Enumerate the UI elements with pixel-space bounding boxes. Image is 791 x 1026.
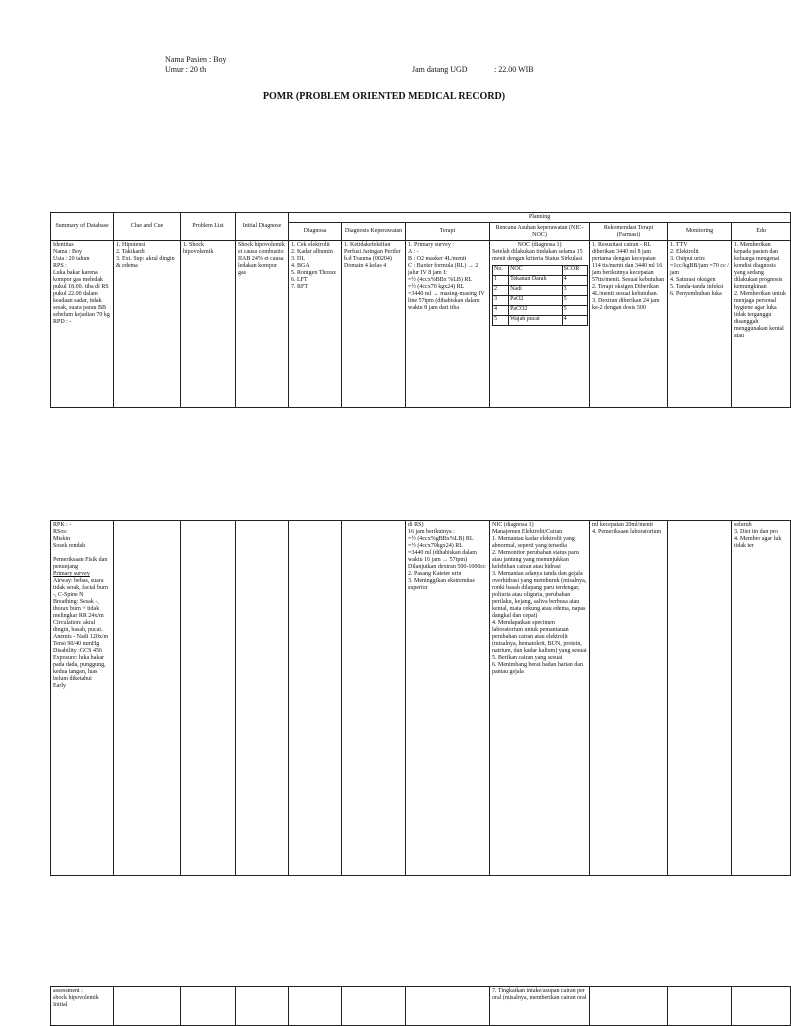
header-edukasi: Edu xyxy=(732,223,791,241)
cell-nic: NIC (diagnosa 1) Manajemen Elektrolit/Cairan 1. Memantau kadar elektrolit yang abnormal, seperti yang tersedia 2. Memonitor perubahan status paru atau jantung yang menunjukkan kelebihan cairan atau hidrasi 3. Memantau adanya tanda dan gejala overhidrasi yang memburuk (misalnya, ronki basah dilapang paru terdengar, poliuria atau oliguria, perubahan perilaku, kejang, saliva berbusa atau kental, mata cekung atau edema, napas dangkal dan cepat) 4. Mendapatkan specimen laboratorium untuk pemantauan perubahan cairan atau elektrolit (misalnya, hematokrit, BUN, protein, natrium, dan kadar kalium) yang sesuai 5. Berikan cairan yang sesuai 6. Menimbang berat badan harian dan pantau gejala xyxy=(490,521,590,876)
header-problem: Problem List xyxy=(181,213,236,241)
header-nic-noc: Rencana Asuhan keperawatan (NIC-NOC) xyxy=(490,223,590,241)
cell-clue: 1. Hipotensi 2. Takikardi 3. Ext. Sup: akral dingin & edema xyxy=(114,241,181,408)
cell-terapi xyxy=(406,987,490,1026)
header-monitoring: Monitoring xyxy=(668,223,732,241)
summary-exam: Airway: bebas, suara tidak serak, facial burn -, C-Spine N Breathing: Sesak -, thorax burn + tidak melingkar RR 24x/m Circulation: akral dingin, basah, pucat. Anemis - Nadi 120x/m Tensi 90/40 mmHg Disability :GCS 456 Exposure: luka bakar pada dada, punggung, kedua tangan, luas belum diketahui Early xyxy=(53,578,109,689)
cell-edukasi: 1. Memberikan kepada pasien dan keluarga mengenai kondisi diagnosis yang sedang dilakukan prognosis kemungkinan 2. Memberikan untuk menjaga personal hygiene agar luka tidak terganggu disanggah menggunakan kental atau xyxy=(732,241,791,408)
cell-noc xyxy=(490,241,590,408)
noc-row-criteria: Tekanan Darah xyxy=(509,276,563,286)
cell-summary: assessment : shock hipovolemik Initial xyxy=(51,987,114,1026)
page-title: POMR (PROBLEM ORIENTED MEDICAL RECORD) xyxy=(262,91,506,102)
cell-keperawatan xyxy=(342,521,406,876)
header-keperawatan: Diagnosis Keperawatan xyxy=(342,223,406,241)
cell-monitoring xyxy=(668,521,732,876)
cell-clue xyxy=(114,987,181,1026)
cell-diagnosa xyxy=(289,521,342,876)
noc-row-score: 4 xyxy=(562,316,587,326)
noc-row-criteria: PaO2 xyxy=(509,296,563,306)
noc-row-score: 5 xyxy=(562,296,587,306)
noc-row-no: 3 xyxy=(493,296,509,306)
noc-head-score: SCOR xyxy=(562,266,587,276)
cell-problem xyxy=(181,987,236,1026)
cell-monitoring: 1. TTV 2. Elektrolit 3. Output urin: =1cc/kgBB/jam =70 cc / jam 4. Saturasi oksigen 5. Tanda-tanda infeksi 6. Penyembuhan luka xyxy=(668,241,732,408)
noc-row-no: 4 xyxy=(493,306,509,316)
cell-clue xyxy=(114,521,181,876)
noc-row-score: 4 xyxy=(562,276,587,286)
noc-table xyxy=(492,265,588,326)
cell-terapi: 1. Primary survey : A : - B : O2 masker 4L/menit C : Baxter formula (RL) → 2 jalur IV 8 jam I: =½ (4ccx%BBx %LB) RL =½ (4ccx70 kgx24) RL =3440 ml → masing-masing IV line 57tpm (dihabiskan dalam waktu 8 jam dari tiba xyxy=(406,241,490,408)
cell-problem xyxy=(181,521,236,876)
noc-row-criteria: Wajah pucat xyxy=(509,316,563,326)
noc-head-noc: NOC xyxy=(509,266,563,276)
header-diagnosa: Diagnosa xyxy=(289,223,342,241)
arrival-time: : 22.00 WIB xyxy=(494,65,534,74)
cell-farmasi: ml kecepatan 20ml/menit 4. Pemeriksaan laboratorium xyxy=(590,521,668,876)
cell-diagnosa: 1. Cek elektrolit 2. Kadar albumin 3. DL 4. BGA 5. Rontgen Thorax 6. LFT 7. RFT xyxy=(289,241,342,408)
pomr-table-section-1 xyxy=(50,212,791,408)
primary-survey-label: Primary survey xyxy=(53,571,90,577)
patient-name: Nama Pasien : Boy xyxy=(165,55,227,64)
cell-farmasi: 1. Resusitasi cairan - RL diberikan 3440 ml 8 jam pertama dengan kecepatan 114 tts/menit dan 3440 ml 16 jam berikutnya kecepatan 57tts/menit. Sesuai kebutuhan 2. Terapi oksigen Diberikan 4L/menit sesuai kebutuhan. 3. Dextran diberikan 24 jam ke-2 dengan dosis 500 xyxy=(590,241,668,408)
header-planning: Planning xyxy=(289,213,791,223)
noc-row-criteria: Nadi xyxy=(509,286,563,296)
header-terapi: Terapi xyxy=(406,223,490,241)
summary-text: RPK : - RSos: Miskin Sosek rendah Pemeriksaan Fisik dan penunjang xyxy=(53,522,108,570)
noc-row-criteria: PaCO2 xyxy=(509,306,563,316)
arrival-label: Jam datang UGD xyxy=(412,65,468,74)
cell-nic: 7. Tingkatkan intake/asupan cairan per oral (misalnya, memberikan cairan oral xyxy=(490,987,590,1026)
noc-intro: Setelah dilakukan tindakan selama 15 menit dengan kriteria Status Sirkulasi xyxy=(492,249,583,262)
cell-monitoring xyxy=(668,987,732,1026)
header-clue: Clue and Cue xyxy=(114,213,181,241)
cell-edukasi xyxy=(732,987,791,1026)
cell-terapi: di RS) 16 jam berikutnya : =½ (4ccx%gBBx%LB) RL =½ (4ccx70kgx24) RL =3440 ml (dihabiskan dalam waktu 16 jam → 57tpm) Dilanjutkan dextran 500-1000cc 2. Pasang Kateter urin 3. Meninggikan ekstremitas superior xyxy=(406,521,490,876)
header-farmasi: Rekomendasi Terapi (Farmasi) xyxy=(590,223,668,241)
cell-diagnosa xyxy=(289,987,342,1026)
header-summary: Summary of Database xyxy=(51,213,114,241)
pomr-table-section-2 xyxy=(50,520,791,876)
noc-title: NOC (diagnosa 1) xyxy=(517,242,562,248)
cell-edukasi: seluruh 3. Diet tin dan pro 4. Member agar luk tidak ter xyxy=(732,521,791,876)
cell-farmasi xyxy=(590,987,668,1026)
patient-age: Umur : 20 th xyxy=(165,65,207,74)
pomr-table-section-3 xyxy=(50,986,791,1026)
cell-problem: 1. Shock hipovolemik xyxy=(181,241,236,408)
noc-head-no: No. xyxy=(493,266,509,276)
cell-keperawatan xyxy=(342,987,406,1026)
noc-row-no: 1 xyxy=(493,276,509,286)
cell-summary xyxy=(51,521,114,876)
noc-row-no: 5 xyxy=(493,316,509,326)
noc-row-score: 3 xyxy=(562,286,587,296)
cell-initial-diagnose: Shock hipovolemik et causa combustio IIAB 24% et causa ledakan kompor gas xyxy=(236,241,289,408)
cell-summary: Identitas Nama : Boy Usia : 20 tahun RPS : Luka bakar karena kompor gas meledak pukul 18.00. tiba di RS pukul 22.00 dalam keadaan sadar, tidak sesak, suara parau BB sebelum kejadian 70 kg RPD : - xyxy=(51,241,114,408)
noc-row-score: 5 xyxy=(562,306,587,316)
header-initial-diagnose: Initial Diagnose xyxy=(236,213,289,241)
cell-keperawatan: 1. Ketidakefektifan Perfusi Jaringan Perifer b.d Trauma (00204) Domain 4 kelas 4 xyxy=(342,241,406,408)
cell-initial-diagnose xyxy=(236,987,289,1026)
noc-row-no: 2 xyxy=(493,286,509,296)
cell-initial-diagnose xyxy=(236,521,289,876)
